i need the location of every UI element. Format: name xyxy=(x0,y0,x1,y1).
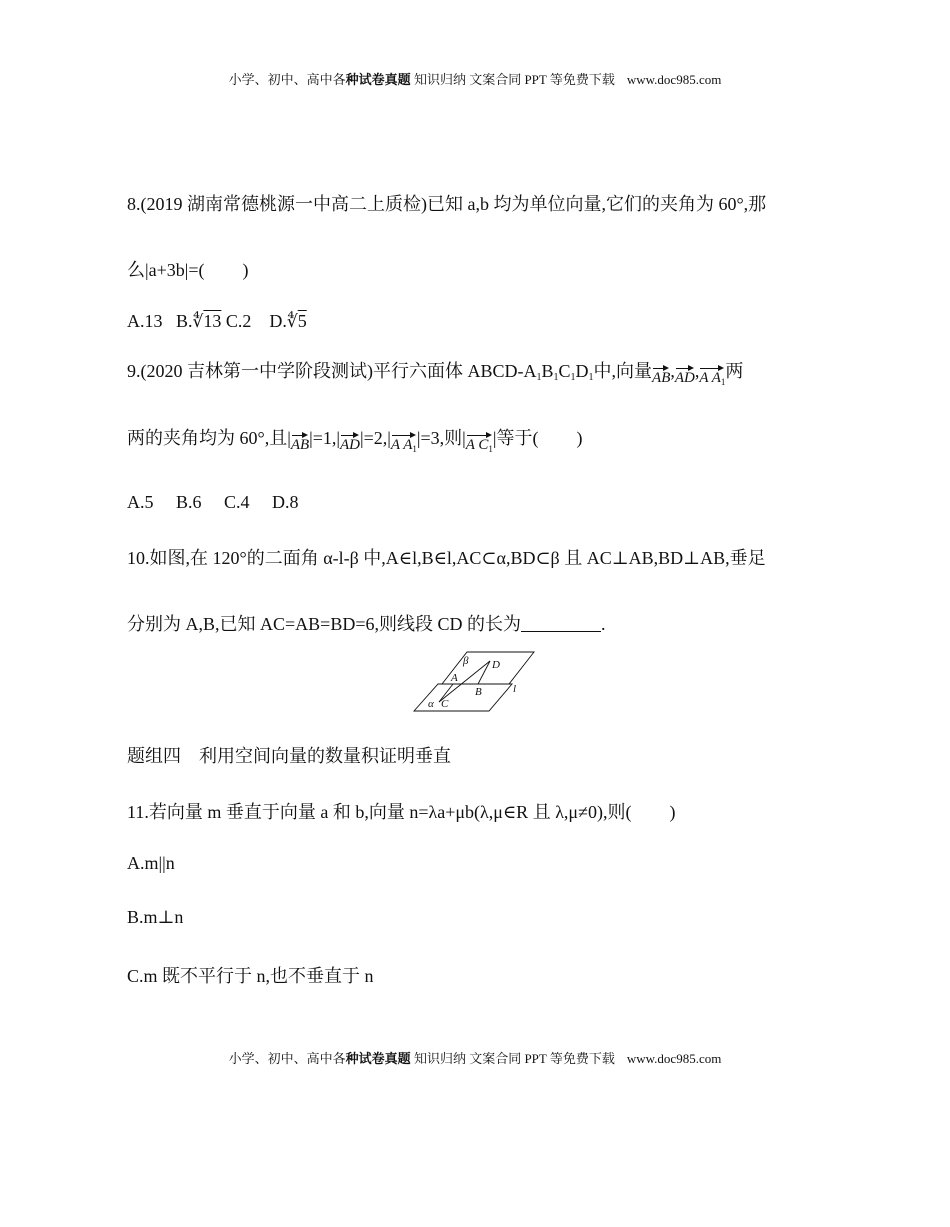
label-d: D xyxy=(492,659,500,671)
vector-aa1: A $A_1$ xyxy=(699,365,725,387)
segment-bd xyxy=(478,661,490,684)
label-b: B xyxy=(475,686,482,698)
section-heading: 题组四 利用空间向量的数量积证明垂直 xyxy=(127,746,451,767)
vector-ab: AB xyxy=(652,365,670,387)
q9-stem-line1: 9.(2020 吉林第一中学阶段测试)平行六面体 ABCD-$A_1B_1C_1D_1$中,向量AB,AD,A $A_1$两 xyxy=(127,361,744,387)
vector-aa1: A $A_1$ xyxy=(391,432,417,454)
vector-ac1: A $C_1$ xyxy=(466,432,493,454)
label-l: l xyxy=(513,683,517,695)
q8-stem-line2: 么|a+3b|=( ) xyxy=(127,260,249,280)
q8-option-d: D.∜5 xyxy=(269,311,307,331)
page-header: 小学、初中、高中各种试卷真题 知识归纳 文案合同 PPT 等免费下载 www.doc985.com xyxy=(228,72,722,87)
q11-option-b: B.m⊥n xyxy=(127,907,184,927)
vector-ad: AD xyxy=(340,432,360,454)
q10-stem-line2: 分别为 A,B,已知 AC=AB=BD=6,则线段 CD 的长为 . xyxy=(127,614,606,634)
label-c: C xyxy=(441,698,449,710)
q9-options: A.5 B.6 C.4 D.8 xyxy=(127,492,299,512)
q9-stem-line2: 两的夹角均为 60°,且|AB|=1,|AD|=2,|A $A_1|=3$,则|A $C_1|$等于( ) xyxy=(127,428,583,454)
vector-ad: AD xyxy=(675,365,695,387)
q8-options xyxy=(127,311,307,332)
page-footer: 小学、初中、高中各种试卷真题 知识归纳 文案合同 PPT 等免费下载 www.doc985.com xyxy=(228,1051,722,1066)
footer-link[interactable]: www.doc985.com xyxy=(626,1051,722,1066)
segment-cd xyxy=(439,661,490,702)
q10-stem-line1: 10.如图,在 120°的二面角 α-l-β 中,A∈l,B∈l,AC⊂α,BD⊂β 且 AC⊥AB,BD⊥AB,垂足 xyxy=(127,548,766,568)
q8-option-c: C.2 xyxy=(225,311,252,331)
header-link[interactable]: www.doc985.com xyxy=(626,72,722,87)
q8-option-a: A.13 xyxy=(127,311,163,331)
q11-option-c: C.m 既不平行于 n,也不垂直于 n xyxy=(127,966,374,986)
answer-blank[interactable] xyxy=(521,615,601,632)
label-beta: β xyxy=(463,655,469,667)
dihedral-angle-figure xyxy=(410,648,540,714)
q8-stem-line1: 8.(2019 湖南常德桃源一中高二上质检)已知 a,b 均为单位向量,它们的夹角为 60°,那 xyxy=(127,194,767,214)
label-a: A xyxy=(451,672,458,684)
vector-ab: AB xyxy=(291,432,309,454)
q11-stem: 11.若向量 m 垂直于向量 a 和 b,向量 n=λa+μb(λ,μ∈R 且 λ,μ≠0),则( ) xyxy=(127,802,676,822)
q11-option-a: A.m||n xyxy=(127,853,175,873)
label-alpha: α xyxy=(428,698,434,710)
q8-option-b: B.∜13 xyxy=(176,311,222,331)
